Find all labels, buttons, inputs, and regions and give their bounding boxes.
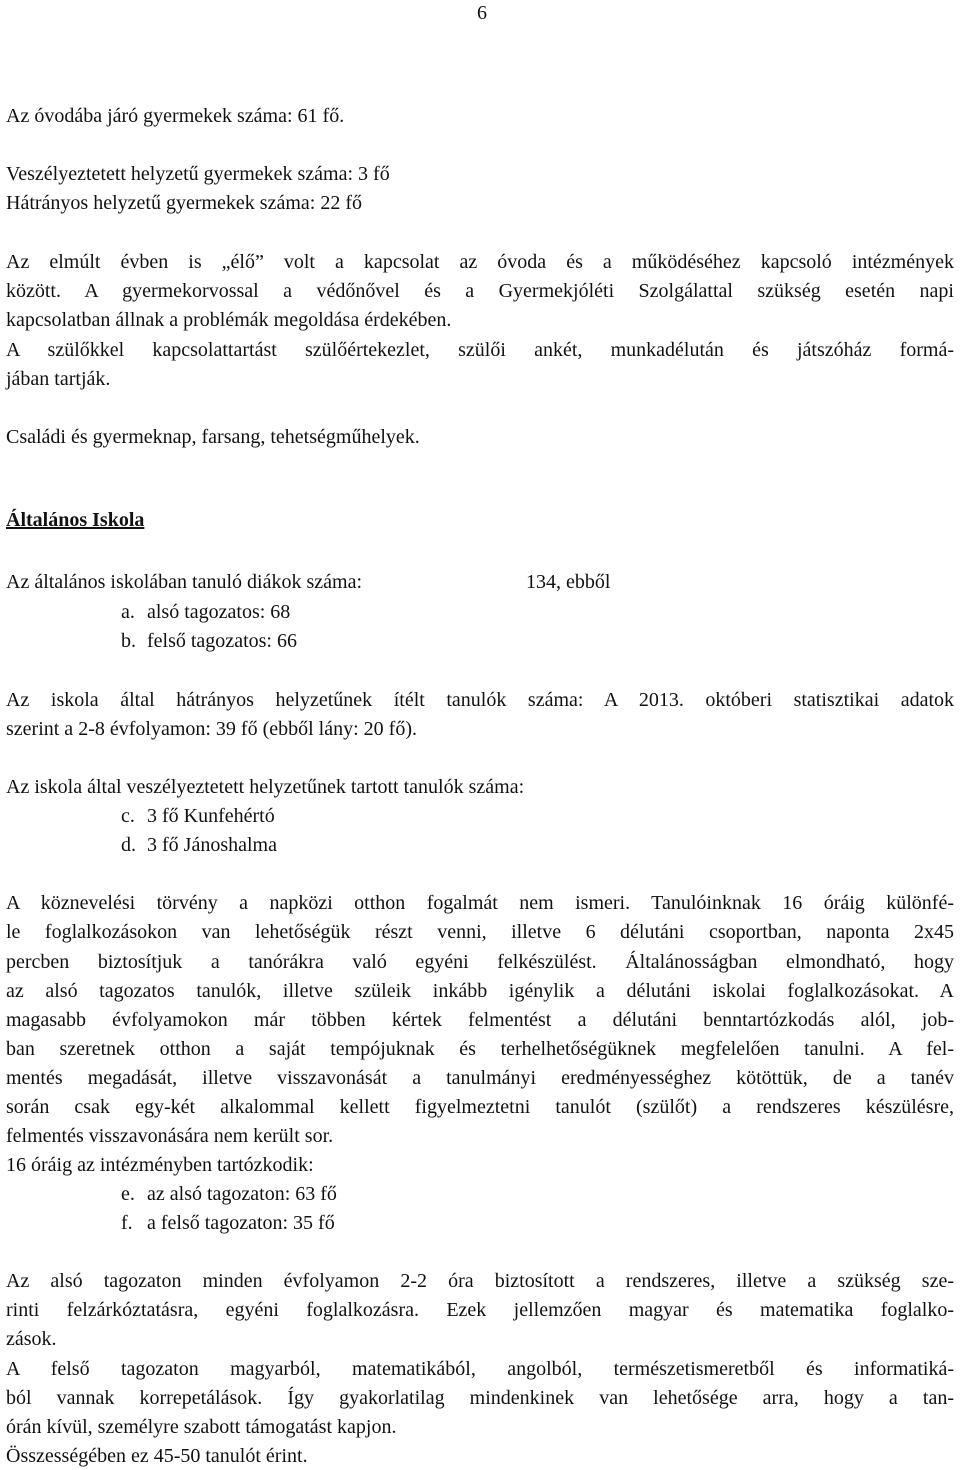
kindergarten-para1-line: Az elmúlt évben is „élő” volt a kapcsolat az óvoda és a működéséhez kapcsoló intézmények <box>6 251 954 273</box>
list-item-text: 3 fő Jánoshalma <box>147 834 277 856</box>
school-para5-line: A felső tagozaton magyarból, matematikából, angolból, természetismeretből és informatiká- <box>6 1358 954 1380</box>
kindergarten-endangered-count: Veszélyeztetett helyzetű gyermekek száma: 3 fő <box>6 163 390 185</box>
kindergarten-para2-line: jában tartják. <box>6 368 111 390</box>
list-item-text: 3 fő Kunfehértó <box>147 805 275 827</box>
kindergarten-events: Családi és gyermeknap, farsang, tehetségműhelyek. <box>6 426 420 448</box>
school-students-label: Az általános iskolában tanuló diákok száma: <box>6 571 363 593</box>
list-item <box>121 1182 337 1206</box>
list-item <box>121 1211 335 1235</box>
school-para3-line: felmentés visszavonására nem került sor. <box>6 1125 334 1147</box>
list-item <box>121 600 290 624</box>
list-item-text: a felső tagozaton: 35 fő <box>147 1212 335 1234</box>
list-item <box>121 629 297 653</box>
school-disadvantaged-line: Az iskola által hátrányos helyzetűnek ítélt tanulók száma: A 2013. októberi statisztikai adatok <box>6 689 954 711</box>
school-para3-line: A köznevelési törvény a napközi otthon fogalmát nem ismeri. Tanulóinknak 16 óráig különfé- <box>6 892 954 914</box>
kindergarten-para1-line: kapcsolatban állnak a problémák megoldása érdekében. <box>6 309 452 331</box>
list-marker: c. <box>121 805 135 827</box>
list-item-text: alsó tagozatos: 68 <box>147 601 291 623</box>
school-para3-line: le foglalkozásokon van lehetőségük részt venni, illetve 6 délutáni csoportban, naponta 2x45 <box>6 921 954 943</box>
school-endangered-label: Az iskola által veszélyeztetett helyzetűnek tartott tanulók száma: <box>6 776 525 798</box>
school-disadvantaged-line: szerint a 2-8 évfolyamon: 39 fő (ebből lány: 20 fő). <box>6 718 417 740</box>
list-marker: a. <box>121 601 135 623</box>
school-summary: Összességében ez 45-50 tanulót érint. <box>6 1445 308 1467</box>
kindergarten-children-count: Az óvodába járó gyermekek száma: 61 fő. <box>6 105 345 127</box>
list-marker: e. <box>121 1183 135 1205</box>
school-para3-line: mentés megadását, illetve visszavonását a tanulmányi eredményességhez kötöttük, de a tanév <box>6 1067 954 1089</box>
school-para4-line: Az alsó tagozaton minden évfolyamon 2-2 óra biztosított a rendszeres, illetve a szükség sze- <box>6 1270 954 1292</box>
school-para3-line: percben biztosítjuk a tanórákra való egyéni felkészülést. Általánosságban elmondható, hogy <box>6 951 954 973</box>
school-para3-line: ban szeretnek otthon a saját tempójuknak és terhelhetőségüknek megfelelően tanulni. A fel- <box>6 1038 954 1060</box>
school-para3-line: az alsó tagozatos tanulók, illetve szüleik inkább igénylik a délutáni iskolai foglalkozásokat. A <box>6 980 954 1002</box>
school-para3-line: magasabb évfolyamokon már többen kértek felmentést a délutáni benntartózkodás alól, job- <box>6 1009 954 1031</box>
school-students-value: 134, ebből <box>526 571 611 593</box>
school-stay-label: 16 óráig az intézményben tartózkodik: <box>6 1154 314 1176</box>
school-para5-line: ból vannak korrepetálások. Így gyakorlatilag mindenkinek van lehetősége arra, hogy a tan- <box>6 1387 954 1409</box>
school-para4-line: zások. <box>6 1328 57 1350</box>
school-para5-line: órán kívül, személyre szabott támogatást kapjon. <box>6 1416 397 1438</box>
list-item-text: az alsó tagozaton: 63 fő <box>147 1183 337 1205</box>
list-item <box>121 804 275 828</box>
kindergarten-disadvantaged-count: Hátrányos helyzetű gyermekek száma: 22 fő <box>6 192 362 214</box>
kindergarten-para1-line: között. A gyermekorvossal a védőnővel és a Gyermekjóléti Szolgálattal szükség esetén napi <box>6 280 954 302</box>
list-marker: d. <box>121 834 136 856</box>
page-number: 6 <box>477 2 487 24</box>
list-item <box>121 833 277 857</box>
list-marker: b. <box>121 630 136 652</box>
list-item-text: felső tagozatos: 66 <box>147 630 297 652</box>
list-marker: f. <box>121 1212 133 1234</box>
school-heading: Általános Iskola <box>6 509 145 531</box>
school-para4-line: rinti felzárkóztatásra, egyéni foglalkozásra. Ezek jellemzően magyar és matematika foglalko- <box>6 1299 954 1321</box>
school-para3-line: során csak egy-két alkalommal kellett figyelmeztetni tanulót (szülőt) a rendszeres készülésre, <box>6 1096 954 1118</box>
kindergarten-para2-line: A szülőkkel kapcsolattartást szülőértekezlet, szülői ankét, munkadélután és játszóház formá- <box>6 339 954 361</box>
